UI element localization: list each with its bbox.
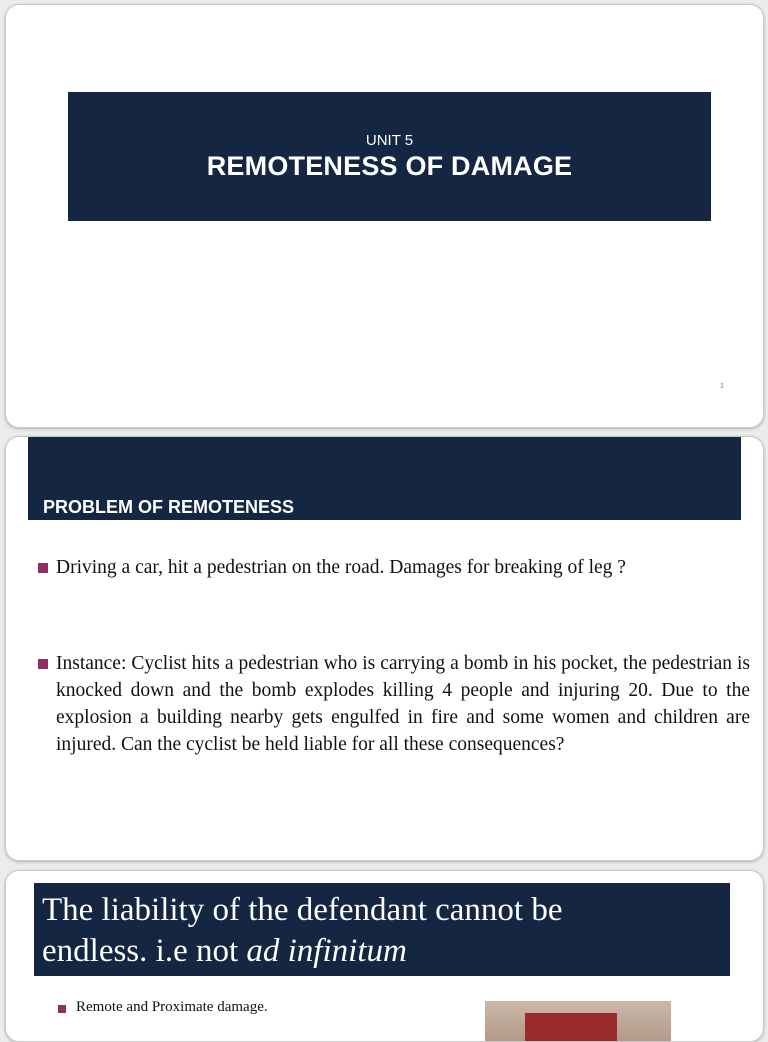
slide-number: 1: [720, 383, 724, 390]
bullet-square-icon: [38, 563, 48, 573]
unit-label: UNIT 5: [365, 131, 414, 149]
slide-title: REMOTENESS OF DAMAGE: [206, 150, 573, 181]
slide-heading: [34, 883, 730, 976]
bullet-item: [38, 650, 750, 758]
slide-1: [5, 4, 764, 428]
bullet-text: Remote and Proximate damage.: [76, 999, 268, 1015]
slide-2: [5, 436, 764, 861]
heading-italic-phrase: ad infinitum: [246, 933, 407, 969]
photo-image: [485, 1001, 671, 1041]
heading-line-1: The liability of the defendant cannot be: [42, 892, 563, 928]
bullet-item: [58, 999, 268, 1016]
bullet-text: Driving a car, hit a pedestrian on the road. Damages for breaking of leg ?: [56, 557, 626, 578]
heading-line-2-text: endless. i.e not: [42, 933, 247, 969]
photo-detail: [525, 1013, 617, 1042]
header-bar: [28, 437, 741, 520]
bullet-square-icon: [58, 1005, 66, 1013]
heading-line-2: [42, 931, 722, 972]
bullet-text: Instance: Cyclist hits a pedestrian who is carrying a bomb in his pocket, the pedestrian is knocked down and the bomb explodes killing 4 people and injuring 20. Due to the explosion a building nearby gets engulfed in fire and some women and children are injured. Can the cyclist be held liable for all these consequences?: [56, 653, 750, 755]
bullet-item: [38, 554, 750, 581]
slide-3: [5, 870, 764, 1042]
bullet-square-icon: [38, 659, 48, 669]
title-box: [68, 92, 711, 221]
slide-heading: PROBLEM OF REMOTENESS: [43, 497, 295, 517]
